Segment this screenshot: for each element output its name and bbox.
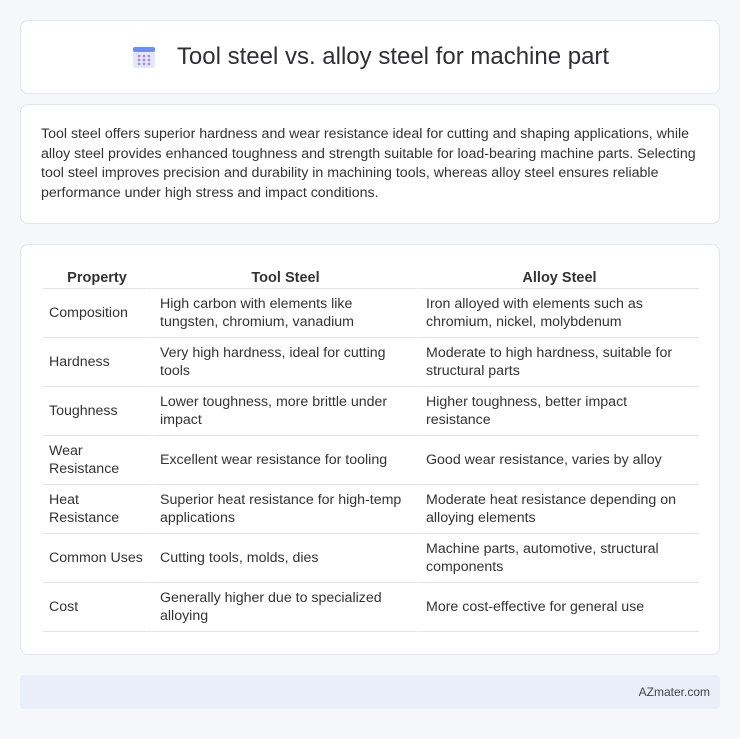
tool-steel-cell: Very high hardness, ideal for cutting tools <box>151 338 417 387</box>
alloy-steel-cell: Iron alloyed with elements such as chromium, nickel, molybdenum <box>417 289 699 338</box>
tool-steel-cell: Excellent wear resistance for tooling <box>151 436 417 485</box>
header-property: Property <box>43 265 151 289</box>
tool-steel-cell: Lower toughness, more brittle under impact <box>151 387 417 436</box>
table-header-row <box>43 265 699 289</box>
header-card <box>20 20 720 94</box>
table-row <box>43 436 699 485</box>
alloy-steel-cell: Moderate heat resistance depending on alloying elements <box>417 485 699 534</box>
property-cell: Hardness <box>43 338 151 387</box>
intro-text: Tool steel offers superior hardness and wear resistance ideal for cutting and shaping applications, while alloy steel provides enhanced toughness and strength suitable for load-bearing machine parts. Selecting tool steel improves precision and durability in machining tools, whereas alloy steel ensures reliable performance under high stress and impact conditions. <box>41 126 696 201</box>
table-row <box>43 583 699 632</box>
table-row <box>43 534 699 583</box>
table-row <box>43 387 699 436</box>
alloy-steel-cell: Machine parts, automotive, structural components <box>417 534 699 583</box>
table-row <box>43 289 699 338</box>
property-cell: Common Uses <box>43 534 151 583</box>
property-cell: Cost <box>43 583 151 632</box>
alloy-steel-cell: Good wear resistance, varies by alloy <box>417 436 699 485</box>
alloy-steel-cell: Higher toughness, better impact resistance <box>417 387 699 436</box>
table-row <box>43 485 699 534</box>
comparison-table-card <box>20 244 720 655</box>
property-cell: Composition <box>43 289 151 338</box>
property-cell: Wear Resistance <box>43 436 151 485</box>
table-row <box>43 338 699 387</box>
footer-brand: AZmater.com <box>638 685 710 699</box>
header-alloy-steel: Alloy Steel <box>417 265 699 289</box>
calendar-grid-icon <box>131 44 157 70</box>
tool-steel-cell: Superior heat resistance for high-temp applications <box>151 485 417 534</box>
tool-steel-cell: Cutting tools, molds, dies <box>151 534 417 583</box>
property-cell: Toughness <box>43 387 151 436</box>
title-wrap <box>131 43 609 71</box>
property-cell: Heat Resistance <box>43 485 151 534</box>
alloy-steel-cell: More cost-effective for general use <box>417 583 699 632</box>
alloy-steel-cell: Moderate to high hardness, suitable for structural parts <box>417 338 699 387</box>
intro-card <box>20 104 720 224</box>
footer-bar <box>20 675 720 709</box>
tool-steel-cell: High carbon with elements like tungsten, chromium, vanadium <box>151 289 417 338</box>
tool-steel-cell: Generally higher due to specialized alloying <box>151 583 417 632</box>
page-title: Tool steel vs. alloy steel for machine part <box>176 43 610 70</box>
header-tool-steel: Tool Steel <box>151 265 417 289</box>
comparison-table <box>43 265 699 632</box>
